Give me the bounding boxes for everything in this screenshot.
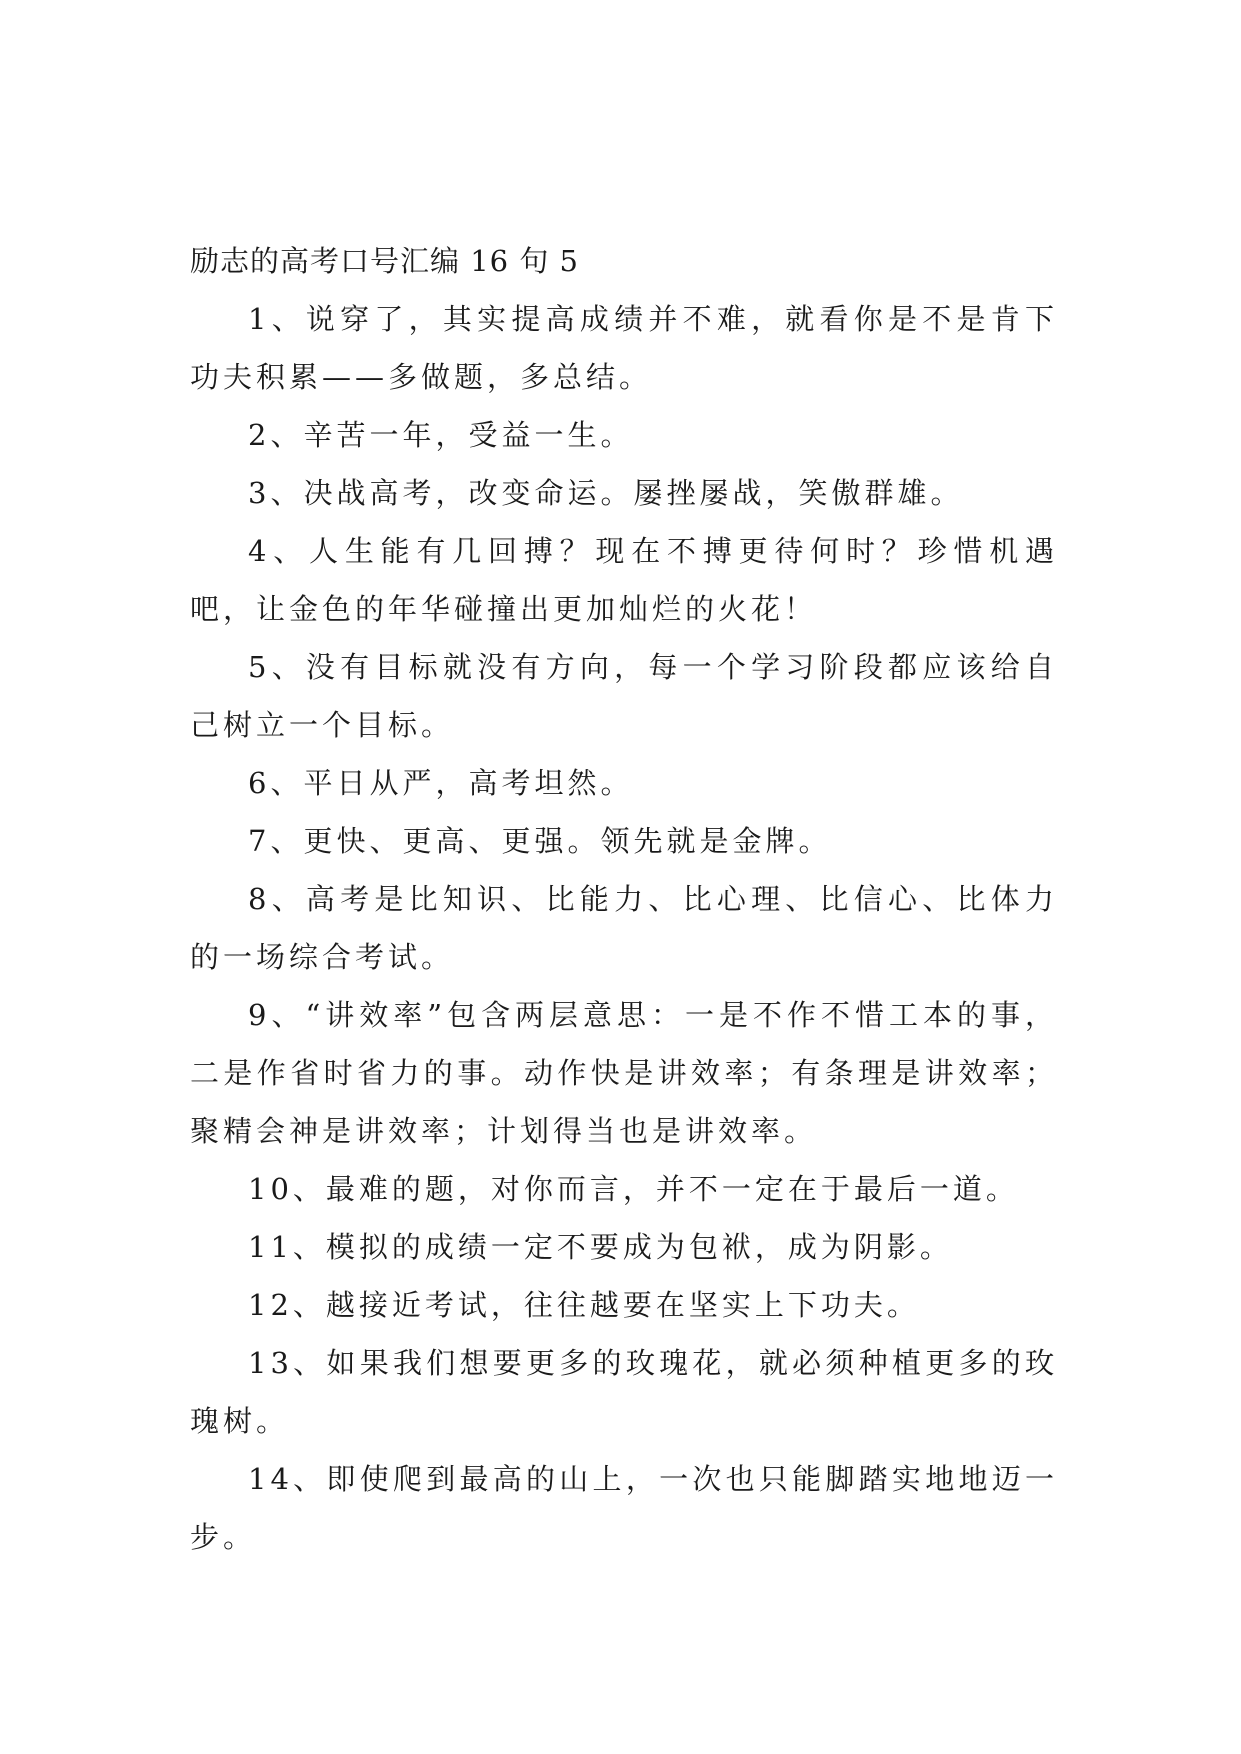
slogan-paragraph: 10、最难的题，对你而言，并不一定在于最后一道。	[248, 1172, 1019, 1206]
slogan-paragraph: 7、更快、更高、更强。领先就是金牌。	[248, 824, 832, 858]
slogan-paragraph: 5、没有目标就没有方向，每一个学习阶段都应该给自己树立一个目标。	[190, 650, 1058, 742]
slogan-paragraph: 11、模拟的成绩一定不要成为包袱，成为阴影。	[248, 1230, 953, 1264]
slogan-paragraph: 2、辛苦一年，受益一生。	[248, 418, 634, 452]
slogan-paragraph: 9、“讲效率”包含两层意思：一是不作不惜工本的事，二是作省时省力的事。动作快是讲效率；有条理是讲效率；聚精会神是讲效率；计划得当也是讲效率。	[190, 998, 1058, 1148]
slogan-paragraph: 12、越接近考试，往往越要在坚实上下功夫。	[248, 1288, 920, 1322]
slogan-paragraph: 8、高考是比知识、比能力、比心理、比信心、比体力的一场综合考试。	[190, 882, 1058, 974]
slogan-paragraph: 6、平日从严，高考坦然。	[248, 766, 634, 800]
slogan-paragraph: 3、决战高考，改变命运。屡挫屡战，笑傲群雄。	[248, 476, 964, 510]
slogan-paragraph: 4、人生能有几回搏？现在不搏更待何时？珍惜机遇吧，让金色的年华碰撞出更加灿烂的火花！	[190, 534, 1058, 626]
slogan-paragraph: 14、即使爬到最高的山上，一次也只能脚踏实地地迈一步。	[190, 1462, 1058, 1554]
document-page	[190, 232, 1058, 1566]
slogan-paragraph: 1、说穿了，其实提高成绩并不难，就看你是不是肯下功夫积累——多做题，多总结。	[190, 302, 1058, 394]
slogan-paragraph: 13、如果我们想要更多的玫瑰花，就必须种植更多的玫瑰树。	[190, 1346, 1058, 1438]
document-title: 励志的高考口号汇编 16 句 5	[190, 244, 580, 278]
